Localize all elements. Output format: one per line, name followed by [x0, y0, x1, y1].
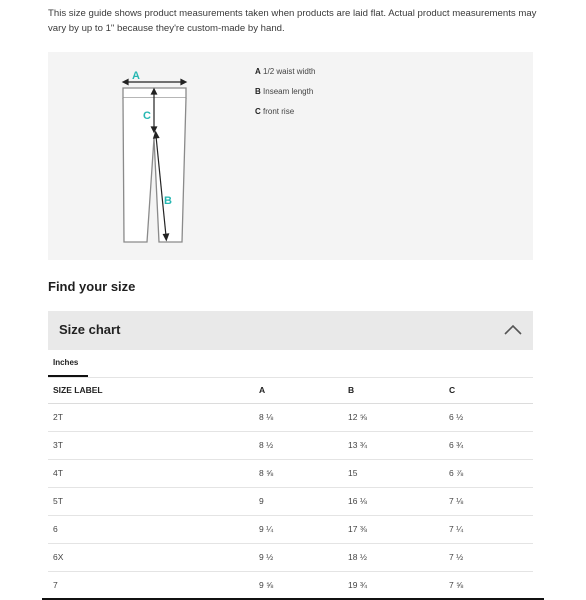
table-row	[48, 460, 533, 488]
c-cell: 6 ½	[449, 412, 464, 422]
accordion-title: Size chart	[59, 322, 121, 337]
b-cell: 19 ¾	[348, 580, 367, 590]
b-cell: 16 ⅛	[348, 496, 367, 506]
a-cell: 8 ½	[259, 440, 274, 450]
unit-tabs	[48, 351, 533, 378]
diagram-legend	[255, 66, 315, 126]
header-a: A	[259, 385, 266, 395]
a-cell: 9	[259, 496, 264, 506]
table-row	[48, 404, 533, 432]
size-guide-intro: This size guide shows product measurements taken when products are laid flat. Actual product measurements may vary by up to 1" because they're custom-made by hand.	[48, 8, 537, 34]
table-row	[48, 432, 533, 460]
size-chart-accordion-header[interactable]	[48, 311, 533, 350]
tab-inches[interactable]: Inches	[48, 351, 88, 377]
measurement-diagram	[48, 52, 533, 260]
c-cell: 6 ⅞	[449, 468, 464, 478]
size-label-cell: 3T	[53, 440, 63, 450]
a-cell: 9 ½	[259, 552, 274, 562]
b-cell: 13 ¾	[348, 440, 367, 450]
diagram-label-a: A	[132, 70, 140, 82]
table-row	[48, 516, 533, 544]
find-your-size-heading: Find your size	[48, 279, 136, 294]
c-cell: 7 ⅝	[449, 580, 464, 590]
a-cell: 9 ⅝	[259, 580, 274, 590]
table-row	[48, 488, 533, 516]
diagram-label-c: C	[143, 110, 151, 122]
c-cell: 7 ¼	[449, 524, 464, 534]
header-c: C	[449, 385, 456, 395]
legend-item-b: B Inseam length	[255, 87, 314, 96]
size-label-cell: 2T	[53, 412, 63, 422]
size-label-cell: 6X	[53, 552, 64, 562]
table-row	[48, 544, 533, 572]
b-cell: 12 ⅝	[348, 412, 367, 422]
diagram-label-b: B	[164, 195, 172, 207]
size-label-cell: 7	[53, 580, 58, 590]
legend-item-a: A 1/2 waist width	[255, 67, 316, 76]
size-label-cell: 4T	[53, 468, 63, 478]
legend-item-c: C front rise	[255, 107, 295, 116]
b-cell: 18 ½	[348, 552, 367, 562]
a-cell: 8 ⅝	[259, 468, 274, 478]
size-table	[48, 377, 533, 600]
table-row	[48, 572, 533, 600]
header-b: B	[348, 385, 355, 395]
chevron-up-icon[interactable]	[503, 323, 523, 337]
size-label-cell: 6	[53, 524, 58, 534]
table-header-row	[48, 377, 533, 404]
size-label-cell: 5T	[53, 496, 63, 506]
a-cell: 9 ¼	[259, 524, 274, 534]
header-size-label: SIZE LABEL	[53, 385, 103, 395]
c-cell: 6 ¾	[449, 440, 464, 450]
a-cell: 8 ⅛	[259, 412, 274, 422]
b-cell: 17 ⅜	[348, 524, 367, 534]
c-cell: 7 ⅛	[449, 496, 464, 506]
c-cell: 7 ½	[449, 552, 464, 562]
b-cell: 15	[348, 468, 358, 478]
